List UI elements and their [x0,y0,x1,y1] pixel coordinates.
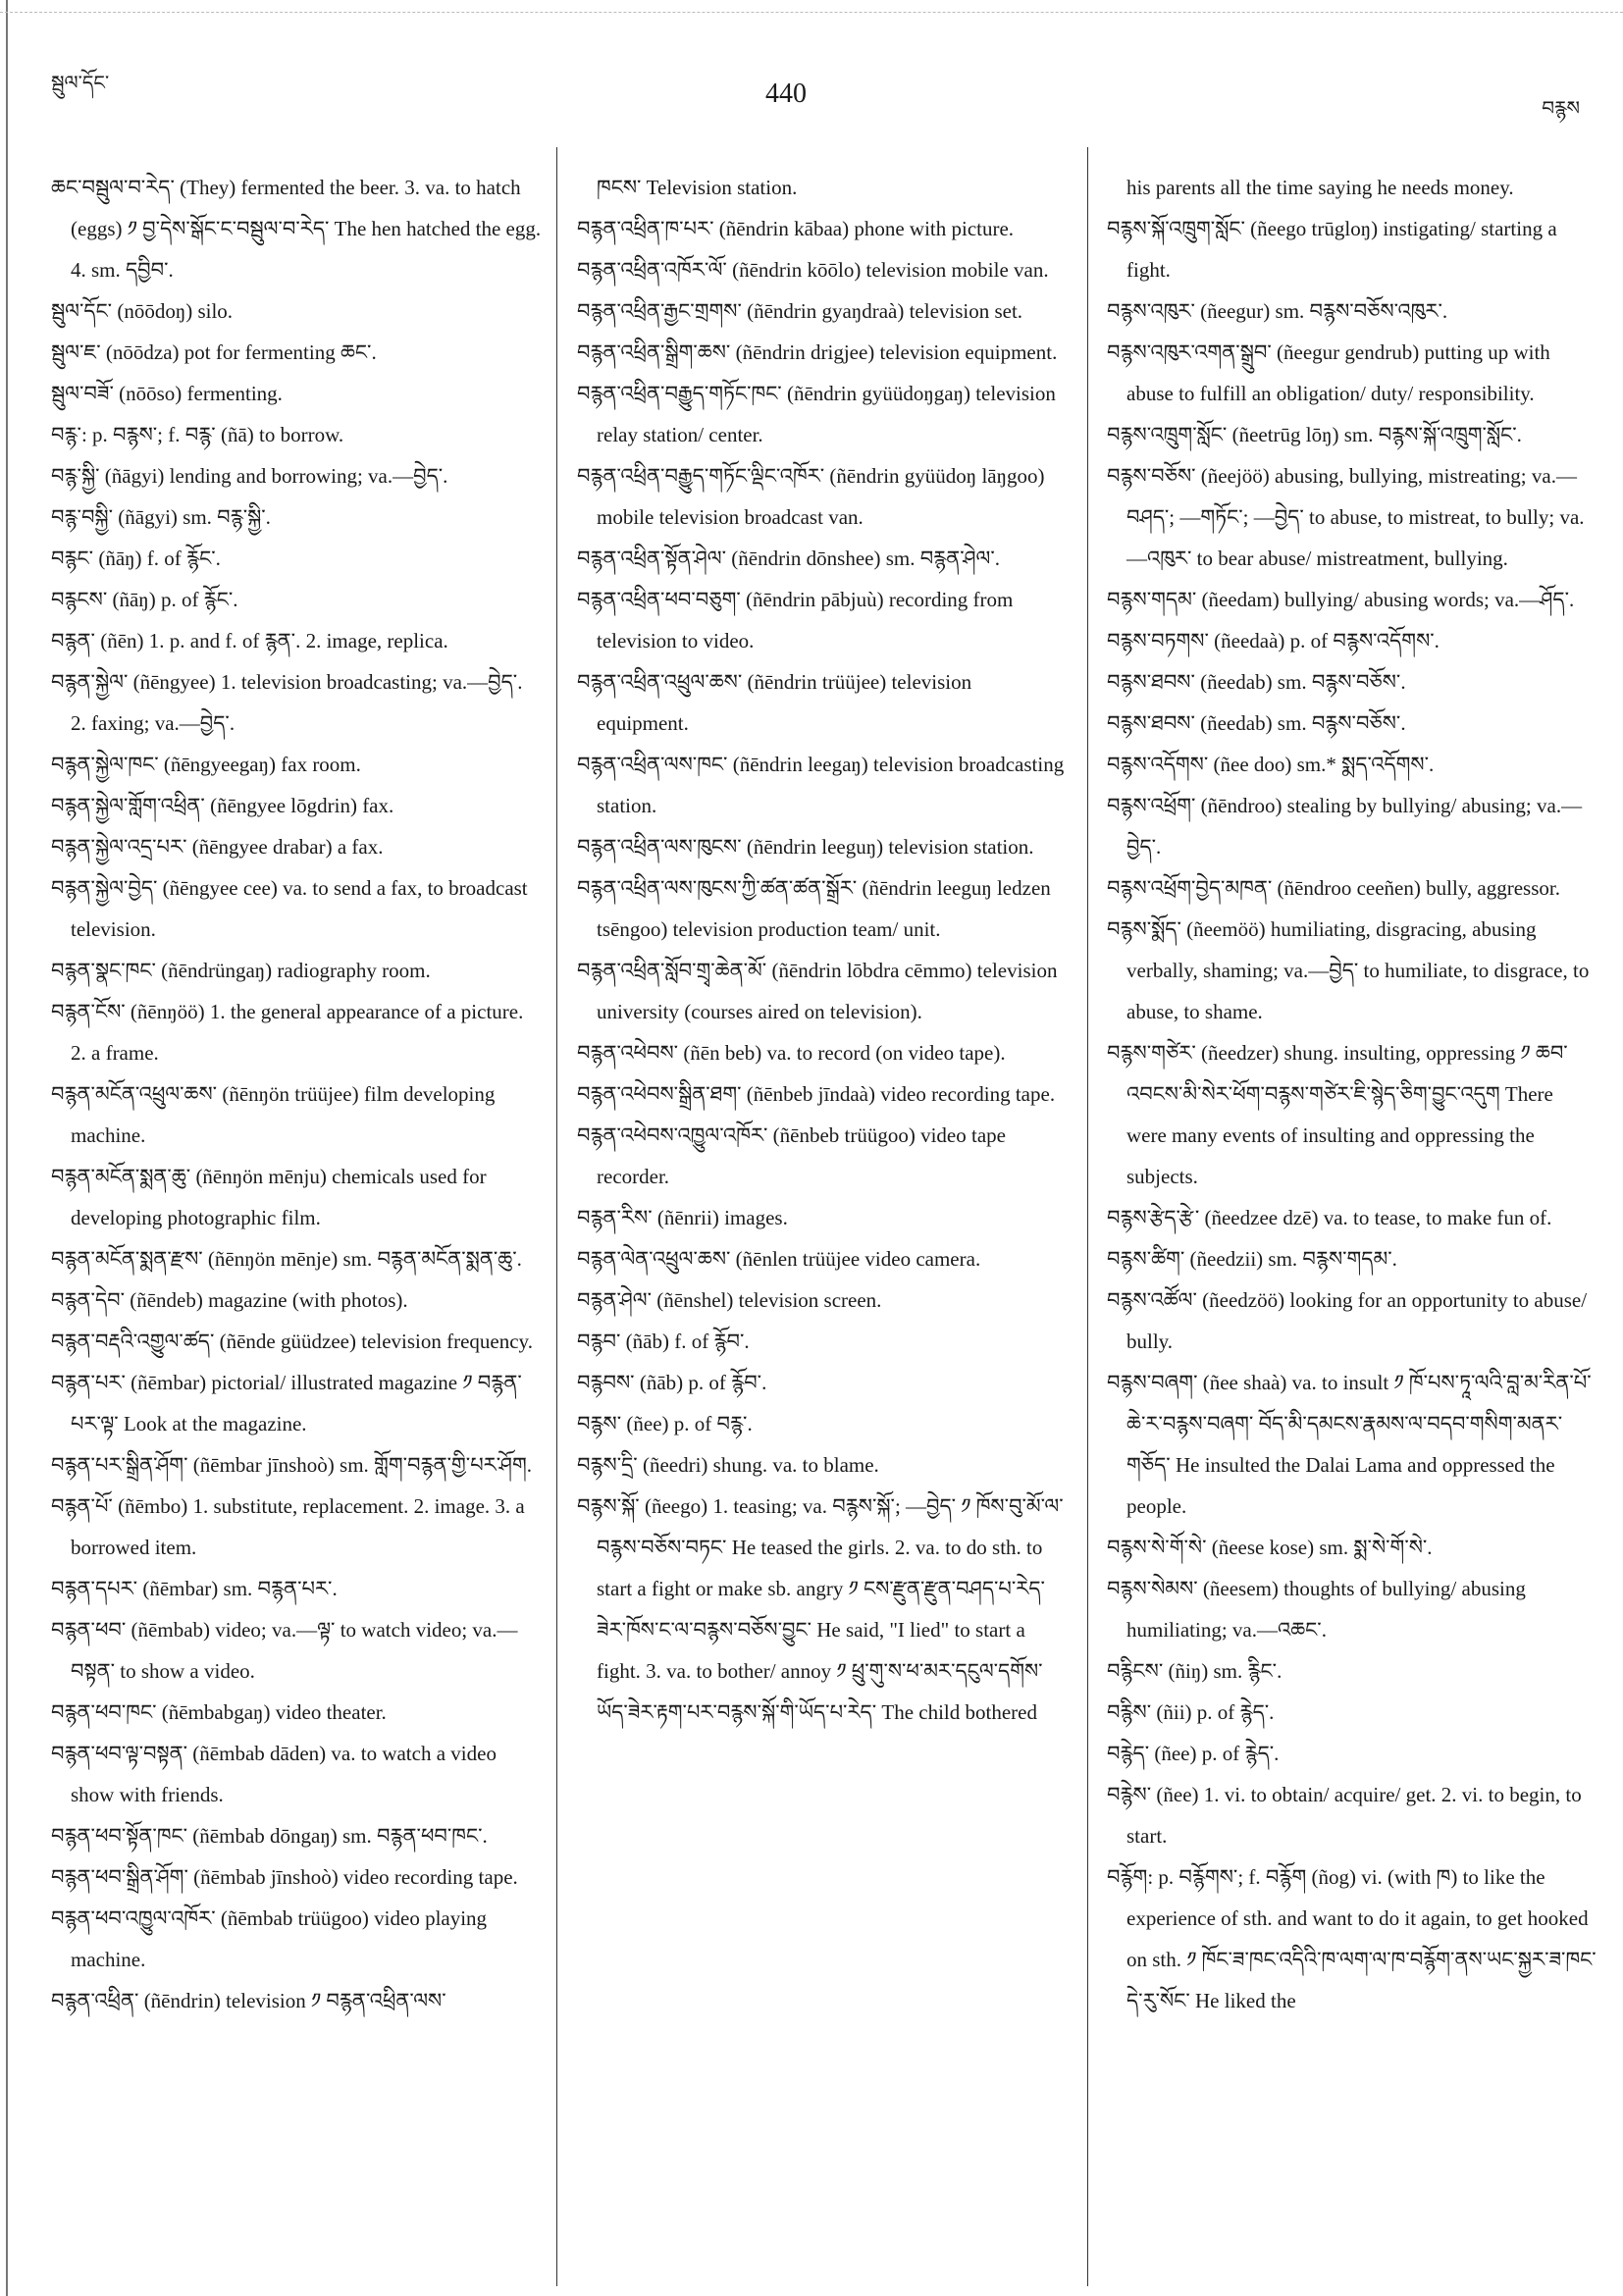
dictionary-entry: བརྙས་འཁུར་ (ñeegur) sm. བརྙས་བཅོས་འཁུར་. [1107,299,1448,323]
dictionary-entry: བརྙན་ཕབ་སྟོན་ཁང་ (ñēmbab dōngaŋ) sm. བརྙན་ཕབ་ཁང་. [51,1824,488,1848]
dictionary-entry: བརྙན་འཕྲིན་སྒྲིག་ཆས་ (ñēndrin drigjee) television equipment. [577,340,1058,364]
column-1 [51,167,542,2021]
dictionary-entry: བརྙས་འཁུར་འགན་སྒྲུབ་ (ñeegur gendrub) putting up with abuse to fulfill an obligation/ duty/ responsibility. [1107,340,1550,405]
dictionary-entry: བརྙས་འཁྲུག་སློང་ (ñeetrūg lōŋ) sm. བརྙས་སྐོ་འཁྲུག་སློང་. [1107,423,1522,446]
dictionary-entry: བརྙས་འཕྲོག་ (ñēndroo) stealing by bullying/ abusing; va.—བྱེད་. [1107,794,1583,859]
column-divider [1087,147,1088,2286]
dictionary-entry: བརྙན་ལེན་འཕྲུལ་ཆས་ (ñēnlen trüüjee video camera. [577,1247,981,1271]
dictionary-entry: བརྙ་: p. བརྙས་; f. བརྙ་ (ñā) to borrow. [51,423,344,446]
dictionary-entry: བརྙན་མངོན་འཕྲུལ་ཆས་ (ñēnŋön trüüjee) film developing machine. [51,1082,496,1147]
dictionary-entry: བརྙས་སྐོ་འཁྲུག་སློང་ (ñeego trūgloŋ) instigating/ starting a fight. [1107,217,1557,282]
dictionary-entry: བརྙན་འཕྲིན་ལས་ཁང་ (ñēndrin leegaŋ) television broadcasting station. [577,753,1065,817]
dictionary-entry: བརྙས་རྩེད་རྩེ་ (ñeedzee dzē) va. to tease, to make fun of. [1107,1206,1552,1229]
dictionary-entry: བརྙས་སྨོད་ (ñeemöö) humiliating, disgracing, abusing verbally, shaming; va.—བྱེད་ to humiliate, to disgrace, to abuse, to shame. [1107,917,1590,1023]
dictionary-entry: བརྙས་འཚོལ་ (ñeedzöö) looking for an opportunity to abuse/ bully. [1107,1288,1588,1353]
dictionary-entry: བརྙབ་ (ñāb) f. of རྙོབ་. [577,1330,750,1353]
dictionary-entry: བརྙན་བརྡའི་འགྱུལ་ཚད་ (ñēnde güüdzee) television frequency. [51,1330,533,1353]
column-divider [556,147,557,2286]
dictionary-entry: བརྙན་སྣང་ཁང་ (ñēndrüngaŋ) radiography room. [51,959,431,982]
dictionary-entry: བརྙན་དཔར་ (ñēmbar) sm. བརྙན་པར་. [51,1577,338,1600]
dictionary-entry: བརྙན་འཕྲིན་ཕབ་བཅུག་ (ñēndrin pābjuù) recording from television to video. [577,588,1014,652]
dictionary-entry: བརྙན་འཕེབས་སྒྲིན་ཐག་ (ñēnbeb jīndaà) video recording tape. [577,1082,1056,1106]
dictionary-entry: བརྙན་འཕྲིན་རྒྱང་གྲགས་ (ñēndrin gyaŋdraà) television set. [577,299,1023,323]
dictionary-entry: བརྙན་སྐྱེལ་ (ñēngyee) 1. television broadcasting; va.—བྱེད་. 2. faxing; va.—བྱེད་. [51,670,523,735]
dictionary-entry: བརྙན་ (ñēn) 1. p. and f. of རྙན་. 2. image, replica. [51,629,448,652]
dictionary-entry: བརྙན་འཕྲིན་ལས་ཁུངས་ (ñēndrin leeguŋ) television station. [577,835,1034,859]
dictionary-entry: བརྙོག: p. བརྙོགས་; f. བརྙོག (ñog) vi. (with ཁ) to like the experience of sth. and want to do it again, to get hooked on sth. ༡ ཁོང་ཟ་ཁང་འདིའི་ཁ་ལག་ལ་ཁ་བརྙོག་ནས་ཡང་སྐྱར་ཟ་ཁང་དེ་རུ་སོང་ He liked the [1107,1865,1597,2012]
dictionary-entry: བརྙིས་ (ñii) p. of རྙེད་. [1107,1700,1275,1724]
dictionary-entry: བརྙས་གཙེར་ (ñeedzer) shung. insulting, oppressing ༡ ཆབ་འབངས་མི་སེར་ཕོག་བརྙས་གཙེར་ཇི་སྙེད་ཅིག་བྱུང་འདུག There were many events of insulting and oppressing the subjects. [1107,1041,1568,1188]
dictionary-entry: བརྙན་ཕབ་སྒྲིན་ཤོག་ (ñēmbab jīnshoò) video recording tape. [51,1865,518,1889]
dictionary-entry: བརྙན་སྐྱེལ་ཁང་ (ñēngyeegaŋ) fax room. [51,753,361,776]
dictionary-entry: བརྙིངས་ (ñiŋ) sm. རྙིང་. [1107,1659,1283,1683]
dictionary-entry: བརྙས་འདོགས་ (ñee doo) sm.* སྨད་འདོགས་. [1107,753,1435,776]
dictionary-entry: བརྙན་འཕྲིན་འཁོར་ལོ་ (ñēndrin kōōlo) television mobile van. [577,258,1049,282]
dictionary-entry: བརྙན་འཕྲིན་ལས་ཁུངས་ཀྱི་ཚན་ཚན་སྒྲོར་ (ñēndrin leeguŋ ledzen tsēngoo) television production team/ unit. [577,876,1051,941]
dictionary-entry: བརྙ་བསྐྱི་ (ñāgyi) sm. བརྙ་སྐྱི་. [51,505,271,529]
dictionary-entry: བརྙངས་ (ñāŋ) p. of རྙོང་. [51,588,238,611]
dictionary-entry: བརྙན་ཤེལ་ (ñēnshel) television screen. [577,1288,882,1312]
dictionary-entry: བརྙས་གདམ་ (ñeedam) bullying/ abusing words; va.—ཤོད་. [1107,588,1575,611]
dictionary-entry: བརྙ་སྐྱི་ (ñāgyi) lending and borrowing; va.—བྱེད་. [51,464,448,488]
dictionary-entry: བརྙས་འཕྲོག་བྱེད་མཁན་ (ñēndroo ceeñen) bully, aggressor. [1107,876,1560,900]
dictionary-entry: བརྙབས་ (ñāb) p. of རྙོབ་. [577,1371,767,1394]
dictionary-entry: བརྙེད་ (ñee) p. of རྙེད་. [1107,1742,1280,1765]
dictionary-entry: བརྙན་འཕྲིན་ཁ་པར་ (ñēndrin kābaa) phone with picture. [577,217,1015,240]
dictionary-entry: བརྙན་པར་སྒྲིན་ཤོག་ (ñēmbar jīnshoò) sm. གློག་བརྙན་གྱི་པར་ཤོག. [51,1453,532,1477]
dictionary-entry: his parents all the time saying he needs money. [1126,176,1514,199]
page-edge-line [6,0,8,2296]
dictionary-entry: སྦུལ་བཟོ་ (nōōso) fermenting. [51,382,283,405]
dictionary-entry: བརྙན་ཕབ་ཁང་ (ñēmbabgaŋ) video theater. [51,1700,387,1724]
dictionary-entry: བརྙན་པོ་ (ñēmbo) 1. substitute, replacement. 2. image. 3. a borrowed item. [51,1494,525,1559]
page-number: 440 [765,78,807,109]
dictionary-entry: བརྙན་འཕྲིན་ (ñēndrin) television ༡ བརྙན་འཕྲིན་ལས་ [51,1989,446,2012]
dictionary-entry: བརྙས་བཅོས་ (ñeejöö) abusing, bullying, mistreating; va.—བཤད་; —གཏོང་; —བྱེད་ to abuse, to mistreat, to bully; va.—འཁུར་ to bear abuse/ mistreatment, bullying. [1107,464,1585,570]
dictionary-entry: བརྙང་ (ñāŋ) f. of རྙོང་. [51,547,221,570]
dictionary-entry: བརྙས་དྲི་ (ñeedri) shung. va. to blame. [577,1453,879,1477]
dictionary-entry: བརྙས་ (ñee) p. of བརྙ་. [577,1412,753,1435]
dictionary-entry: བརྙན་སྐྱེལ་གློག་འཕྲིན་ (ñēngyee lōgdrin) fax. [51,794,394,817]
dictionary-entry: བརྙན་འཕེབས་འཁྱུལ་འཁོར་ (ñēnbeb trüügoo) video tape recorder. [577,1123,1006,1188]
dictionary-entry: བརྙས་བཞག་ (ñee shaà) va. to insult ༡ ཁོ་པས་ཏཱ་ལའི་བླ་མ་རིན་པོ་ཆེ་ར་བརྙས་བཞག་ བོད་མི་དམངས་རྣམས་ལ་བདབ་གསིག་མནར་གཅོད་ He insulted the Dalai Lama and oppressed the people. [1107,1371,1592,1518]
dictionary-entry: བརྙན་ཕབ་ (ñēmbab) video; va.—ལྟ་ to watch video; va.—བསྟན་ to show a video. [51,1618,518,1683]
guide-word-left: སྦུལ་དོང་ [51,71,110,94]
dictionary-entry: བརྙས་སེ་གོ་སེ་ (ñeese kose) sm. སྨ་སེ་གོ་སེ་. [1107,1536,1433,1559]
dictionary-entry: བརྙན་འཕྲིན་བརྒྱུད་གཏོང་ཁང་ (ñēndrin gyüüdoŋgaŋ) television relay station/ center. [577,382,1056,446]
dictionary-entry: བརྙས་ཐབས་ (ñeedab) sm. བརྙས་བཅོས་. [1107,711,1406,735]
column-3 [1107,167,1597,2021]
dictionary-entry: བརྙན་པར་ (ñēmbar) pictorial/ illustrated magazine ༡ བརྙན་པར་ལྟ་ Look at the magazine. [51,1371,522,1435]
dictionary-entry: བརྙས་སྐོ་ (ñeego) 1. teasing; va. བརྙས་སྐོ་; —བྱེད་ ༡ ཁོས་བུ་མོ་ལ་བརྙས་བཅོས་བཏང་ He teased the girls. 2. va. to do sth. to start a fight or make sb. angry ༡ ངས་རྫུན་རྫུན་བཤད་པ་རེད་ཟེར་ཁོས་ང་ལ་བརྙས་བཅོས་བྱུང་ He said, "I lied" to start a fight. 3. va. to bother/ annoy ༡ ཕྲུ་གུ་ས་ཕ་མར་དངུལ་དགོས་ཡོད་ཟེར་རྟག་པར་བརྙས་སྐོ་གི་ཡོད་པ་རེད་ The child bothered [577,1494,1064,1724]
dictionary-entry: བརྙེས་ (ñee) 1. vi. to obtain/ acquire/ get. 2. vi. to begin, to start. [1107,1783,1582,1848]
dictionary-entry: བརྙན་སྐྱེལ་འདྲ་པར་ (ñēngyee drabar) a fax. [51,835,384,859]
column-2 [577,167,1068,1733]
dictionary-entry: བརྙས་ཐབས་ (ñeedab) sm. བརྙས་བཅོས་. [1107,670,1406,694]
dictionary-entry: བརྙན་མངོན་སྨན་རྫས་ (ñēnŋön mēnje) sm. བརྙན་མངོན་སྨན་ཆུ་. [51,1247,522,1271]
dictionary-entry: བརྙན་ཕབ་ལྟ་བསྟན་ (ñēmbab dāden) va. to watch a video show with friends. [51,1742,497,1806]
dictionary-entry: ཁངས་ Television station. [597,176,798,199]
dictionary-entry: བརྙན་སྐྱེལ་བྱེད་ (ñēngyee cee) va. to send a fax, to broadcast television. [51,876,528,941]
dictionary-entry: སྦུལ་དོང་ (nōōdoŋ) silo. [51,299,234,323]
dictionary-entry: བརྙས་སེམས་ (ñeesem) thoughts of bullying/ abusing humiliating; va.—འཆང་. [1107,1577,1526,1642]
dictionary-entry: བརྙན་མངོན་སྨན་ཆུ་ (ñēnŋön mēnju) chemicals used for developing photographic film. [51,1165,487,1229]
dictionary-entry: བརྙན་ངོས་ (ñēnŋöö) 1. the general appearance of a picture. 2. a frame. [51,1000,524,1065]
dictionary-entry: ཆང་བསྦུལ་བ་རེད་ (They) fermented the beer. 3. va. to hatch (eggs) ༡ བྱ་དེས་སྒོང་ང་བསྦུལ་བ་རེད་ The hen hatched the egg. 4. sm. དབྱིབ་. [51,176,542,282]
dictionary-entry: བརྙན་ཕབ་འཁྱུལ་འཁོར་ (ñēmbab trüügoo) video playing machine. [51,1906,488,1971]
dictionary-entry: བརྙན་འཕྲིན་སློབ་གྲྭ་ཆེན་མོ་ (ñēndrin lōbdra cēmmo) television university (courses aired on television). [577,959,1058,1023]
dictionary-entry: སྦུལ་ཇ་ (nōōdza) pot for fermenting ཆང་. [51,340,377,364]
top-scan-rule [0,12,1623,14]
dictionary-entry: བརྙན་དེབ་ (ñēndeb) magazine (with photos). [51,1288,408,1312]
dictionary-entry: བརྙས་ཚིག་ (ñeedzii) sm. བརྙས་གདམ་. [1107,1247,1397,1271]
dictionary-entry: བརྙས་བཏགས་ (ñeedaà) p. of བརྙས་འདོགས་. [1107,629,1440,652]
dictionary-entry: བརྙན་འཕྲིན་སྟོན་ཤེལ་ (ñēndrin dōnshee) sm. བརྙན་ཤེལ་. [577,547,1000,570]
dictionary-entry: བརྙན་འཕྲིན་བརྒྱུད་གཏོང་ལྡིང་འཁོར་ (ñēndrin gyüüdoŋ lāŋgoo) mobile television broadcast van. [577,464,1045,529]
dictionary-entry: བརྙན་འཕེབས་ (ñēn beb) va. to record (on video tape). [577,1041,1006,1065]
guide-word-right: བརྙས [1542,96,1580,120]
dictionary-entry: བརྙན་འཕྲིན་འཕྲུལ་ཆས་ (ñēndrin trüüjee) television equipment. [577,670,972,735]
dictionary-entry: བརྙན་རིས་ (ñēnrii) images. [577,1206,788,1229]
